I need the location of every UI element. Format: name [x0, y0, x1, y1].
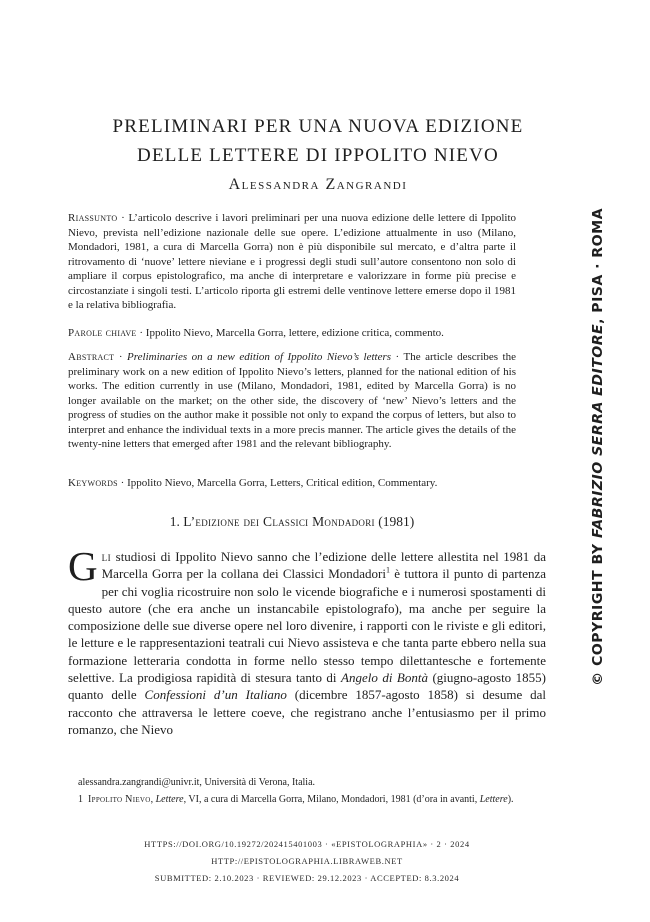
footnotes [78, 776, 546, 806]
work-title-angelo: Angelo di Bontà [341, 670, 428, 686]
riassunto-separator: · [117, 212, 129, 224]
title-line-1: PRELIMINARI PER UNA NUOVA EDIZIONE [112, 116, 524, 137]
section-year: (1981) [378, 514, 415, 529]
copyright-suffix: , PISA · ROMA [590, 213, 606, 324]
body-text-2: è tuttora il punto di partenza per chi voglia ricostruire non solo le vicende biografiche e i numerosi spostamenti di questo autore (che era anche un instancabile epistolografo), ma anche per seguire la composizione delle sue diverse opere nel loro divenire, i rapporti con le riviste e gli editori, le letture e le rappresentazioni teatrali cui Nievo assisteva e che tanta parte ebbero nella sua formazione letteraria condotta in forme nello stesso tempo dilettantesche e fortemente selettive. La prodigiosa rapidità di stesura tanto di [68, 566, 547, 686]
doi-line[interactable]: HTTPS://DOI.ORG/10.19272/202415401003 · «EPISTOLOGRAPHIA» · 2 · 2024 [144, 839, 470, 849]
copyright-prefix: © COPYRIGHT BY [590, 545, 606, 686]
section-title: L’edizione dei Classici Mondadori [183, 514, 375, 529]
svg-text:© COPYRIGHT BY FABRIZIO SERRA [590, 208, 606, 686]
copyright-vertical-text [584, 196, 610, 696]
footnote-1-end: ). [507, 793, 514, 805]
keywords-text: Ippolito Nievo, Marcella Gorra, Letters, Critical edition, Commentary. [127, 477, 438, 489]
abstract-separator: · [114, 351, 128, 363]
body-text-4: (dicembre 1857-agosto 1858) si desume dal racconto che attraversa le lettere coeve, che registrano anche l’entusiasmo per il primo romanzo, che Nievo [68, 687, 547, 737]
footnote-ref-1[interactable]: 1 [386, 565, 390, 575]
abstract-title: Preliminaries on a new edition of Ippolito Nievo’s letters [127, 351, 392, 363]
footnote-1-author: Ippolito Nievo [88, 793, 151, 805]
riassunto-text: L’articolo descrive i lavori preliminari per una nuova edizione delle lettere di Ippolito Nievo, prevista nell’edizione nazionale delle sue opere. L’edizione attualmente in uso (Milano, Mondadori, 1981, a cura di Marcella Gorra) non è più disponibile sul mercato, e d’altra parte il ritrovamento di ‘nuove’ lettere nieviane e i progressi degli studi sull’autore consentono non solo di ampliare il corpus epistolografico, ma anche di interpretare e valorizzare in forme più precise e circostanziate i singoli testi. L’articolo riporta gli estremi delle ventinove lettere emerse dopo il 1981 e la relativa bibliografia. [68, 212, 517, 311]
parole-chiave-separator: · [136, 327, 146, 339]
footnote-1-abbrev: Lettere [479, 793, 508, 805]
author-affiliation-note: alessandra.zangrandi@univr.it, Università di Verona, Italia. [78, 777, 316, 788]
copyright-publisher: FABRIZIO SERRA EDITORE [590, 333, 606, 539]
article-title [60, 112, 576, 170]
lead-in: li [101, 549, 112, 564]
section-number: 1. [169, 514, 180, 529]
copyright-notice [584, 196, 610, 696]
author-name: Alessandra Zangrandi [228, 176, 408, 193]
dates-line: SUBMITTED: 2.10.2023 · REVIEWED: 29.12.2023 · ACCEPTED: 8.3.2024 [154, 873, 460, 883]
section-heading [68, 514, 516, 530]
footnote-1-text: , VI, a cura di Marcella Gorra, Milano, Mondadori, 1981 (d’ora in avanti, [183, 793, 478, 805]
keywords-label: Keywords [68, 477, 118, 489]
keywords-block [68, 476, 516, 491]
keywords-separator: · [117, 477, 128, 489]
footnote-1: 1 Ippolito Nievo, Lettere, VI, a cura di Marcella Gorra, Milano, Mondadori, 1981 (d’ora in avanti, Lettere). [78, 793, 514, 805]
riassunto-block [68, 211, 516, 313]
drop-cap: G [68, 543, 98, 589]
title-line-2: DELLE LETTERE DI IPPOLITO NIEVO [137, 145, 499, 166]
journal-url-line[interactable]: HTTP://EPISTOLOGRAPHIA.LIBRAWEB.NET [211, 856, 403, 866]
footnote-1-number: 1 [78, 793, 83, 805]
parole-chiave-text: Ippolito Nievo, Marcella Gorra, lettere, edizione critica, commento. [145, 327, 444, 339]
riassunto-label: Riassunto [68, 212, 118, 224]
work-title-confessioni: Confessioni d’un Italiano [144, 687, 287, 703]
footnote-1-title: Lettere [155, 793, 184, 805]
body-text-3: (giugno-agosto 1855) quanto delle [68, 670, 546, 703]
abstract-label: Abstract [68, 351, 115, 363]
abstract-block [68, 350, 516, 452]
abstract-text: The article describes the preliminary work on a new edition of Ippolito Nievo’s letters, planned for the national edition of his works. The edition currently in use (Milano, Mondadori, 1981, edited by Marcella Gorra) is no longer available on the market; on the other side, the discovery of ‘new’ Nievo’s letters and the progress of studies on the author make it possible not only to expand the corpus of letters, but also to interpret and enhance the individual texts in a more precis manner. The article gives the details of the twenty-nine letters that emerged after 1981 and the relevant bibliography. [68, 351, 516, 450]
body-text-1: studiosi di Ippolito Nievo sanno che l’edizione delle lettere allestita nel 1981 da Marcella Gorra per la collana dei Classici Mondadori [101, 549, 547, 582]
body-paragraph [68, 543, 547, 738]
abstract-separator-2: · [391, 351, 404, 363]
publication-credits [68, 836, 546, 887]
parole-chiave-label: Parole chiave [68, 327, 137, 339]
parole-chiave-block [68, 326, 516, 341]
